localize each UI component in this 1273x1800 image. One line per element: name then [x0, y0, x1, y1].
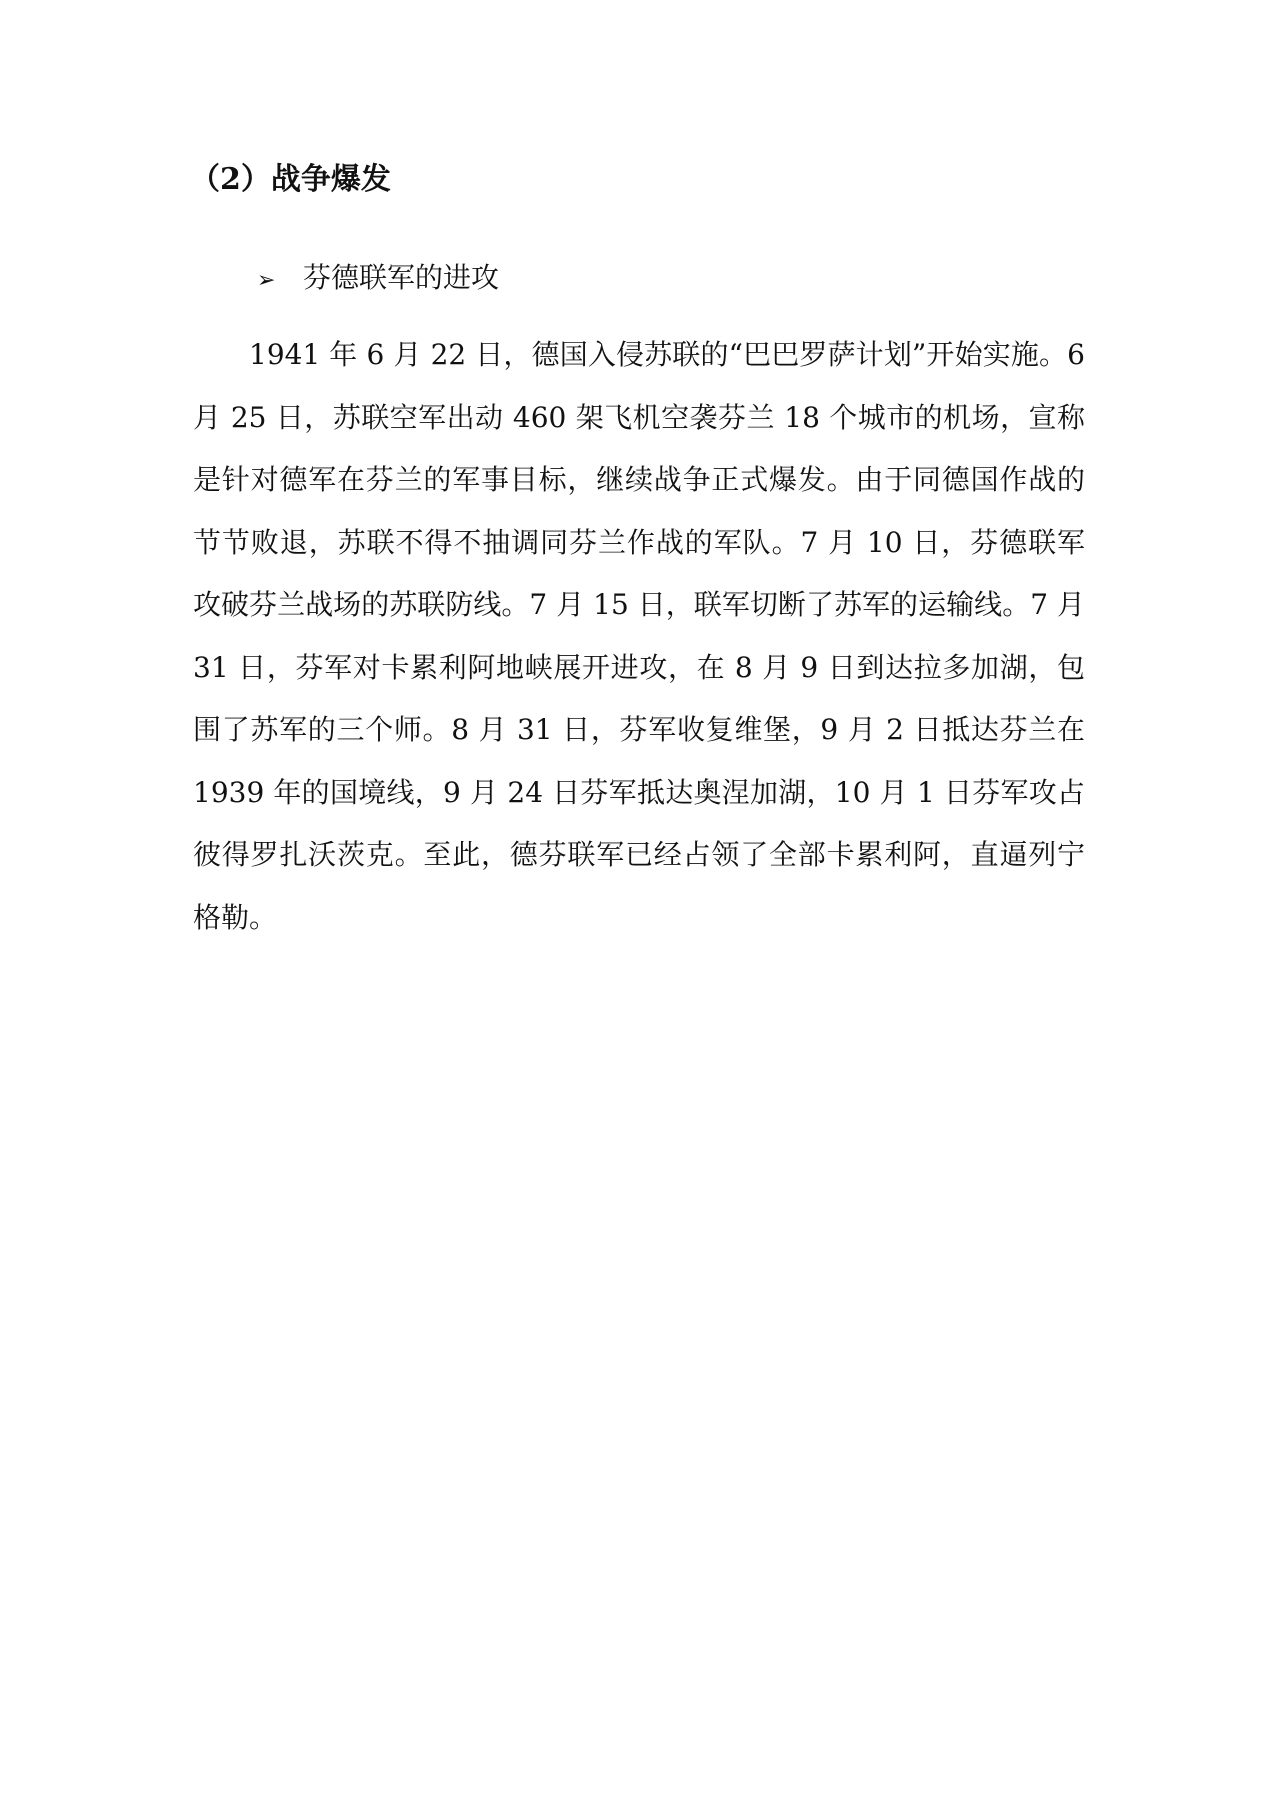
section-heading: （2）战争爆发: [190, 162, 391, 197]
arrow-bullet-icon: ➢: [257, 268, 276, 293]
bullet-item-text: 芬德联军的进攻: [303, 261, 500, 294]
body-paragraph: 1941 年 6 月 22 日，德国入侵苏联的“巴巴罗萨计划”开始实施。6 月 25 日，苏联空军出动 460 架飞机空袭芬兰 18 个城市的机场，宣称是针对德军在芬兰的军事目标，继续战争正式爆发。由于同德国作战的节节败退，苏联不得不抽调同芬兰作战的军队。7 月 10 日，芬德联军攻破芬兰战场的苏联防线。7 月 15 日，联军切断了苏军的运输线。7 月 31 日，芬军对卡累利阿地峡展开进攻，在 8 月 9 日到达拉多加湖，包围了苏军的三个师。8 月 31 日，芬军收复维堡，9 月 2 日抵达芬兰在 1939 年的国境线，9 月 24 日芬军抵达奥涅加湖，10 月 1 日芬军攻占彼得罗扎沃茨克。至此，德芬联军已经占领了全部卡累利阿，直逼列宁格勒。: [193, 338, 1085, 934]
bullet-item: [257, 258, 499, 301]
